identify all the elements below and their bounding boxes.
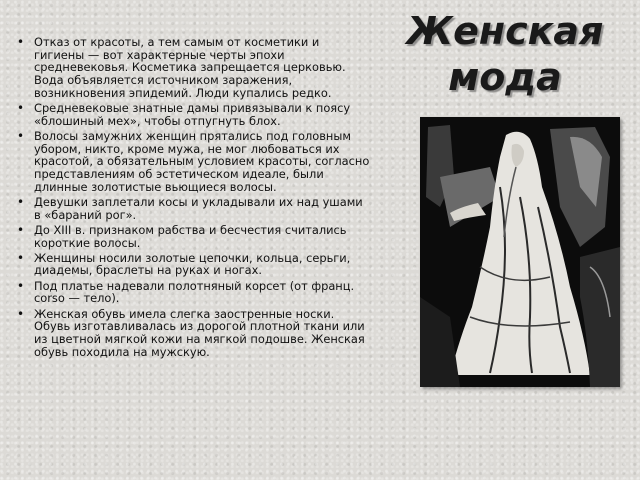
slide-title-line-1: Женская [406, 9, 604, 53]
medieval-woman-engraving [420, 117, 620, 387]
bullet-item: • Под платье надевали полотняный корсет (от франц. corso — тело). [14, 280, 372, 305]
bullet-item: • Женская обувь имела слегка заостренные носки. Обувь изготавливалась из дорогой плотной ткани или из цветной мягкой кожи на мягкой подошве. Женская обувь походила на мужскую. [14, 308, 372, 359]
slide-title [380, 8, 630, 100]
bullet-item: • До XIII в. признаком рабства и бесчестия считались короткие волосы. [14, 224, 372, 249]
bullet-item: • Девушки заплетали косы и укладывали их над ушами в «бараний рог». [14, 196, 372, 221]
bullet-item: • Отказ от красоты, а тем самым от косметики и гигиены — вот характерные черты эпохи средневековья. Косметика запрещается церковью. Вода объявляется источником заражения, возникновения эпидемий. Люди купались редко. [14, 36, 372, 100]
bullet-item: • Волосы замужних женщин прятались под головным убором, никто, кроме мужа, не мог любоваться их красотой, а обязательным условием красоты, согласно представлениям об эстетическом идеале, были длинные золотистые вьющиеся волосы. [14, 130, 372, 194]
bullet-item: • Женщины носили золотые цепочки, кольца, серьги, диадемы, браслеты на руках и ногах. [14, 252, 372, 277]
bullet-item: • Средневековые знатные дамы привязывали к поясу «блошиный мех», чтобы отпугнуть блох. [14, 102, 372, 127]
slide-title-line-2: мода [448, 55, 562, 99]
engraving-image [420, 117, 620, 387]
bullet-list [14, 36, 372, 361]
